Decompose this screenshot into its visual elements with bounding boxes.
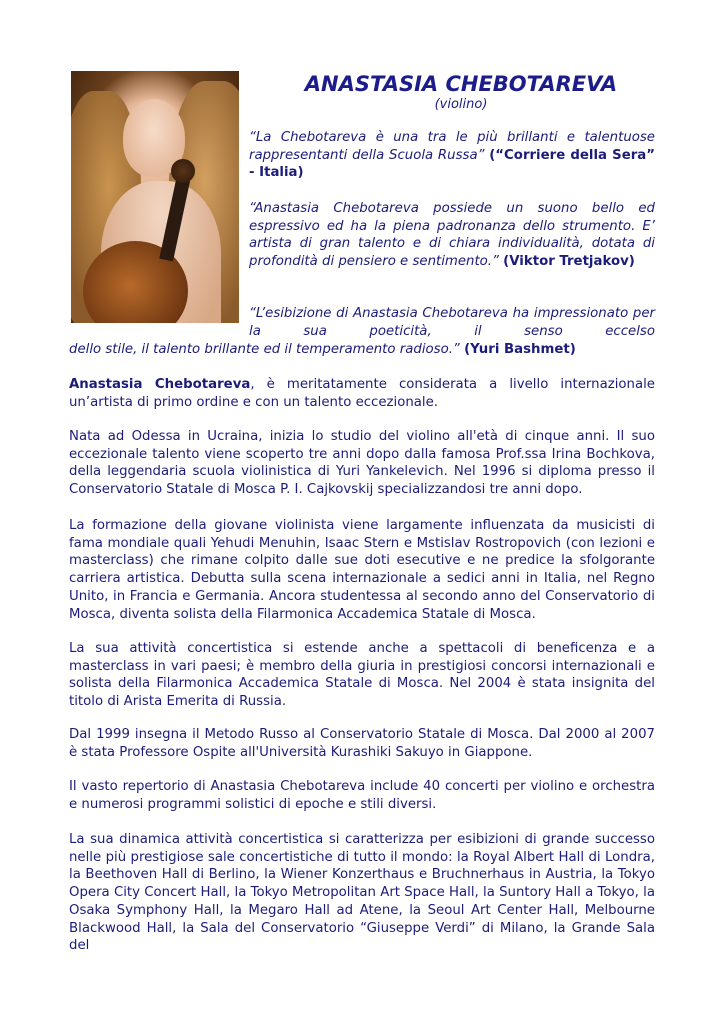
portrait-photo xyxy=(71,71,239,323)
quote-bashmet-bottom xyxy=(69,341,659,359)
quote-bashmet-top xyxy=(249,305,655,340)
quote-tretjakov-text: “Anastasia Chebotareva possiede un suono bello ed espressivo ed ha la piena padronanza dello strumento. E’ artista di gran talento e di chiara individualità, dotata di profondità di pensiero e sentimento.” xyxy=(249,201,655,270)
intro-text: , è meritatamente considerata a livello internazionale un’artista di primo ordine e con un talento eccezionale. xyxy=(69,377,655,410)
quote-bashmet-source: (Yuri Bashmet) xyxy=(464,342,576,357)
bio-paragraph-3: La sua attività concertistica si estende anche a spettacoli di beneficenza e a masterclass in vari paesi; è membro della giuria in prestigiosi concorsi internazionali e solista della Filarmonica Accademica Statale di Mosca. Nel 2004 è stata insignita del titolo di Arista Emerita di Russia. xyxy=(69,641,655,710)
intro-name: Anastasia Chebotareva xyxy=(69,377,251,392)
quote-corriere-text: “La Chebotareva è una tra le più brillanti e talentuose rappresentanti della Scuola Russa” xyxy=(249,130,655,163)
bio-paragraph-1: Nata ad Odessa in Ucraina, inizia lo studio del violino all'età di cinque anni. Il suo eccezionale talento viene scoperto tre anni dopo dalla famosa Prof.ssa Irina Bochkova, della leggendaria scuola violinistica di Yuri Yankelevich. Nel 1996 si diploma presso il Conservatorio Statale di Mosca P. I. Cajkovskij specializzandosi tre anni dopo. xyxy=(69,429,655,498)
quote-corriere xyxy=(249,129,655,182)
repertoire-paragraph: Il vasto repertorio di Anastasia Chebotareva include 40 concerti per violino e orchestra e numerosi programmi solistici di epoche e stili diversi. xyxy=(69,779,655,812)
quote-tretjakov-source: (Viktor Tretjakov) xyxy=(503,254,635,270)
quote-bashmet-text-top: “L’esibizione di Anastasia Chebotareva ha impressionato per la sua poeticità, il senso eccelso xyxy=(249,306,655,339)
quote-corriere-source: (“Corriere della Sera” - Italia) xyxy=(249,147,655,181)
portrait-violin-scroll xyxy=(171,159,195,183)
intro-paragraph xyxy=(69,376,655,411)
page-title: ANASTASIA CHEBOTAREVA xyxy=(304,72,618,96)
venues-paragraph: La sua dinamica attività concertistica si caratterizza per esibizioni di grande successo nelle più prestigiose sale concertistiche di tutto il mondo: la Royal Albert Hall di Londra, la Beethoven Hall di Berlino, la Wiener Konzerthaus e Bruchnerhaus in Austria, la Tokyo Opera City Concert Hall, la Tokyo Metropolitan Art Space Hall, la Suntory Hall a Tokyo, la Osaka Symphony Hall, la Megaro Hall ad Atene, la Seoul Art Center Hall, Melbourne Blackwood Hall, la Sala del Conservatorio “Giuseppe Verdi” di Milano, la Grande Sala del xyxy=(69,832,655,954)
teaching-paragraph: Dal 1999 insegna il Metodo Russo al Conservatorio Statale di Mosca. Dal 2000 al 2007 è stata Professore Ospite all'Università Kurashiki Sakuyo in Giappone. xyxy=(69,727,655,760)
quote-bashmet-text-bottom: dello stile, il talento brillante ed il temperamento radioso.” xyxy=(69,342,460,357)
bio-paragraph-2: La formazione della giovane violinista viene largamente influenzata da musicisti di fama mondiale quali Yehudi Menuhin, Isaac Stern e Mstislav Rostropovich (con lezioni e masterclass) che rimane colpito dalle sue doti esecutive e ne predice la sfolgorante carriera artistica. Debutta sulla scena internazionale a sedici anni in Italia, nel Regno Unito, in Francia e Germania. Ancora studentessa al secondo anno del Conservatorio di Mosca, diventa solista della Filarmonica Accademica Statale di Mosca. xyxy=(69,518,655,622)
quote-tretjakov xyxy=(249,200,655,271)
page-subtitle: (violino) xyxy=(434,97,488,112)
